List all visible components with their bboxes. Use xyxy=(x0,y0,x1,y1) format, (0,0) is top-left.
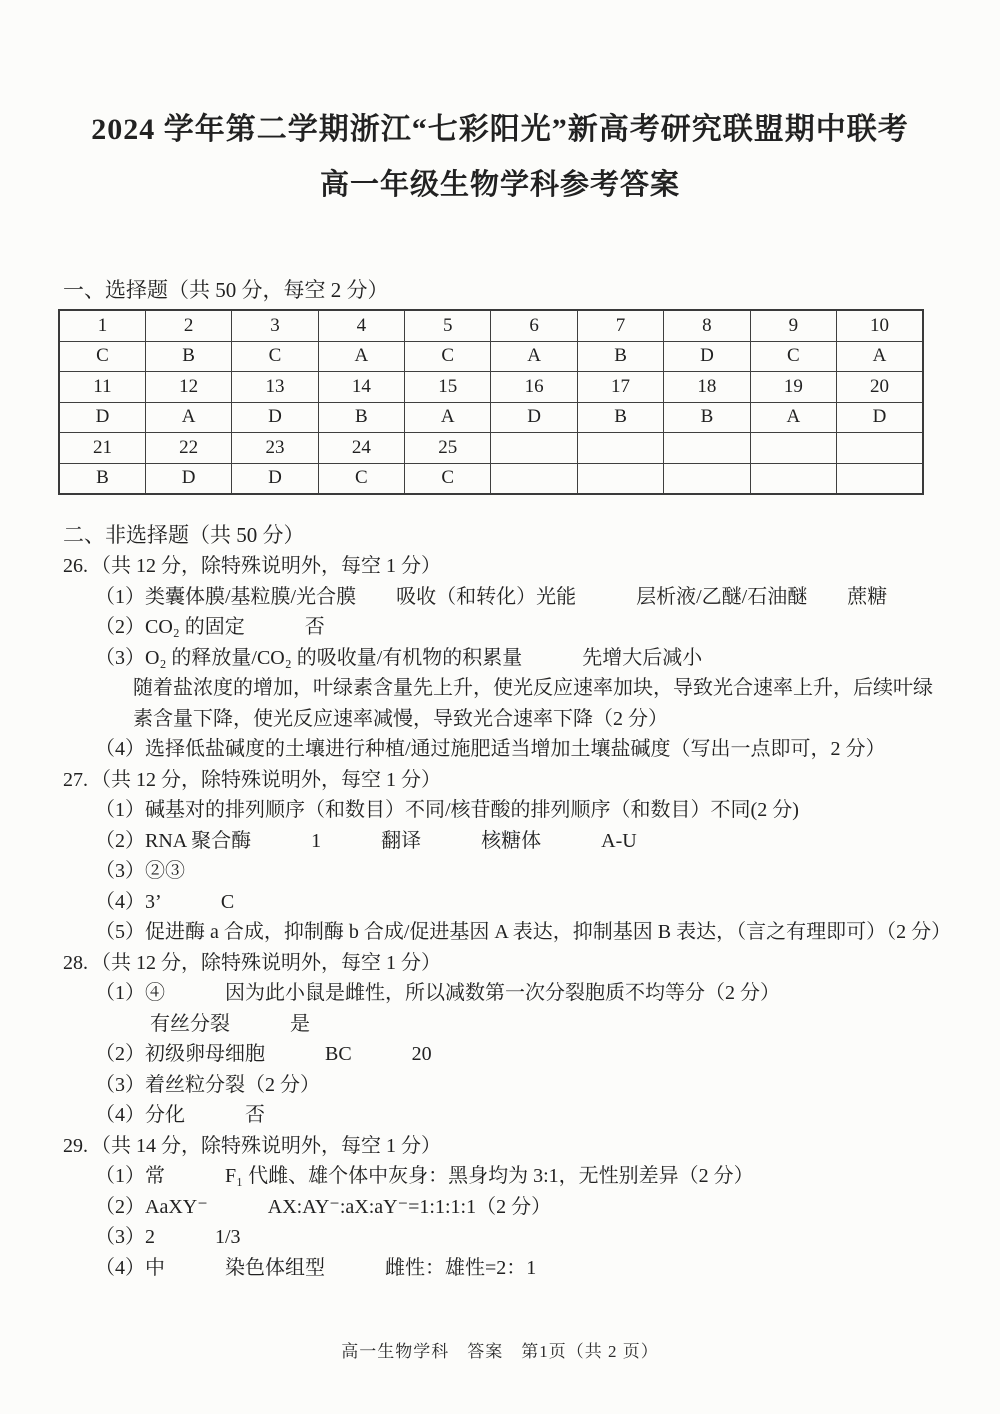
answer-line: （4）分化 否 xyxy=(95,1104,265,1126)
table-cell: C xyxy=(405,341,491,372)
table-cell xyxy=(837,433,923,464)
table-row xyxy=(59,433,923,464)
answer-line: （4）选择低盐碱度的土壤进行种植/通过施肥适当增加土壤盐碱度（写出一点即可，2 分） xyxy=(95,738,886,760)
answer-table xyxy=(58,309,924,495)
answer-line: 随着盐浓度的增加，叶绿素含量先上升，使光反应速率加块，导致光合速率上升，后续叶绿素含量下降，使光反应速率减慢，导致光合速率下降（2 分） xyxy=(133,677,933,730)
table-row xyxy=(59,372,923,403)
table-cell: D xyxy=(232,402,318,433)
table-cell: B xyxy=(59,463,145,494)
question-number: 28. xyxy=(63,951,88,974)
table-cell: 12 xyxy=(145,372,231,403)
table-row xyxy=(59,341,923,372)
table-cell: B xyxy=(577,341,663,372)
answer-line: （3）O₂ 的释放量/CO₂ 的吸收量/有机物的积累量 先增大后减小 xyxy=(95,646,703,669)
table-cell: B xyxy=(577,402,663,433)
table-cell: C xyxy=(232,341,318,372)
answer-line: （1）碱基对的排列顺序（和数目）不同/核苷酸的排列顺序（和数目）不同(2 分) xyxy=(95,799,799,821)
answer-line: （1）④ 因为此小鼠是雌性，所以减数第一次分裂胞质不均等分（2 分） xyxy=(95,982,780,1004)
question-header-line xyxy=(58,765,942,796)
question-header-line xyxy=(58,948,942,979)
answer-line: （1）类囊体膜/基粒膜/光合膜 吸收（和转化）光能 层析液/乙醚/石油醚 蔗糖 xyxy=(95,585,888,608)
answer-line: （4）中 染色体组型 雌性：雄性=2：1 xyxy=(95,1256,537,1279)
table-cell xyxy=(750,463,836,494)
table-cell: 4 xyxy=(318,310,404,341)
answer-line: （2）AaXY⁻ AX:AY⁻:aX:aY⁻=1:1:1:1（2 分） xyxy=(95,1195,552,1218)
section1-heading: 一、选择题（共 50 分，每空 2 分） xyxy=(63,278,389,302)
table-cell: 9 xyxy=(750,310,836,341)
table-cell xyxy=(837,463,923,494)
page-title: 2024 学年第二学期浙江“七彩阳光”新高考研究联盟期中联考 xyxy=(91,113,909,146)
table-cell xyxy=(577,463,663,494)
table-cell: A xyxy=(837,341,923,372)
table-cell: D xyxy=(59,402,145,433)
table-cell: 7 xyxy=(577,310,663,341)
table-cell xyxy=(664,433,750,464)
table-cell: B xyxy=(664,402,750,433)
table-cell: A xyxy=(491,341,577,372)
question-score-note: （共 14 分，除特殊说明外，每空 1 分） xyxy=(91,1134,441,1157)
table-cell: A xyxy=(750,402,836,433)
table-cell: C xyxy=(405,463,491,494)
table-cell: D xyxy=(145,463,231,494)
table-cell xyxy=(664,463,750,494)
question-block xyxy=(58,551,942,765)
question-score-note: （共 12 分，除特殊说明外，每空 1 分） xyxy=(91,555,441,577)
table-cell: 25 xyxy=(405,433,491,464)
question-block xyxy=(58,765,952,948)
table-cell: 14 xyxy=(318,372,404,403)
table-row xyxy=(59,310,923,341)
table-cell: 18 xyxy=(664,372,750,403)
questions-container xyxy=(58,551,952,1283)
question-score-note: （共 12 分，除特殊说明外，每空 1 分） xyxy=(91,768,441,791)
answer-line: （3）着丝粒分裂（2 分） xyxy=(95,1073,320,1096)
table-cell: 2 xyxy=(145,310,231,341)
table-cell: 15 xyxy=(405,372,491,403)
section2-heading: 二、非选择题（共 50 分） xyxy=(63,523,305,547)
table-cell: 19 xyxy=(750,372,836,403)
table-cell: A xyxy=(405,402,491,433)
answer-line: 有丝分裂 是 xyxy=(150,1012,310,1035)
table-cell xyxy=(750,433,836,464)
table-cell xyxy=(491,463,577,494)
question-number: 27. xyxy=(63,768,88,791)
table-cell: A xyxy=(145,402,231,433)
answer-line: （3）②③ xyxy=(95,860,185,882)
table-row xyxy=(59,402,923,433)
table-cell: C xyxy=(59,341,145,372)
answer-line: （1）常 F₁ 代雌、雄个体中灰身：黑身均为 3:1，无性别差异（2 分） xyxy=(95,1165,754,1187)
answer-table-body xyxy=(59,310,923,494)
page-footer: 高一生物学科 答案 第1页（共 2 页） xyxy=(341,1342,659,1361)
table-cell: D xyxy=(232,463,318,494)
question-block xyxy=(58,948,942,1131)
question-header-line xyxy=(58,1131,942,1162)
table-cell: 8 xyxy=(664,310,750,341)
table-cell: 3 xyxy=(232,310,318,341)
table-cell: D xyxy=(491,402,577,433)
answer-line: （3）2 1/3 xyxy=(95,1226,241,1248)
table-cell: 17 xyxy=(577,372,663,403)
question-header-line xyxy=(58,551,942,582)
table-cell: 24 xyxy=(318,433,404,464)
page-subtitle: 高一年级生物学科参考答案 xyxy=(319,169,680,201)
table-cell: 20 xyxy=(837,372,923,403)
table-cell: D xyxy=(837,402,923,433)
table-cell: A xyxy=(318,341,404,372)
question-number: 26. xyxy=(63,555,88,577)
table-cell: 6 xyxy=(491,310,577,341)
answer-line: （4）3’ C xyxy=(95,890,235,913)
table-cell: 22 xyxy=(145,433,231,464)
table-cell: B xyxy=(318,402,404,433)
table-cell: 23 xyxy=(232,433,318,464)
table-cell: 13 xyxy=(232,372,318,403)
table-cell: 16 xyxy=(491,372,577,403)
question-block xyxy=(58,1131,942,1284)
table-cell xyxy=(577,433,663,464)
table-cell: 11 xyxy=(59,372,145,403)
table-cell: C xyxy=(750,341,836,372)
question-number: 29. xyxy=(63,1134,88,1157)
table-cell: D xyxy=(664,341,750,372)
table-cell: 10 xyxy=(837,310,923,341)
answer-line: （5）促进酶 a 合成，抑制酶 b 合成/促进基因 A 表达，抑制基因 B 表达，（言之有理即可）（2 分） xyxy=(95,921,952,943)
table-row xyxy=(59,463,923,494)
answer-line: （2）CO₂ 的固定 否 xyxy=(95,616,325,638)
table-cell: 1 xyxy=(59,310,145,341)
question-score-note: （共 12 分，除特殊说明外，每空 1 分） xyxy=(91,951,441,974)
table-cell: B xyxy=(145,341,231,372)
table-cell: 5 xyxy=(405,310,491,341)
table-cell: 21 xyxy=(59,433,145,464)
answer-line: （2）初级卵母细胞 BC 20 xyxy=(95,1043,432,1065)
answer-line: （2）RNA 聚合酶 1 翻译 核糖体 A-U xyxy=(95,829,637,852)
table-cell xyxy=(491,433,577,464)
table-cell: C xyxy=(318,463,404,494)
